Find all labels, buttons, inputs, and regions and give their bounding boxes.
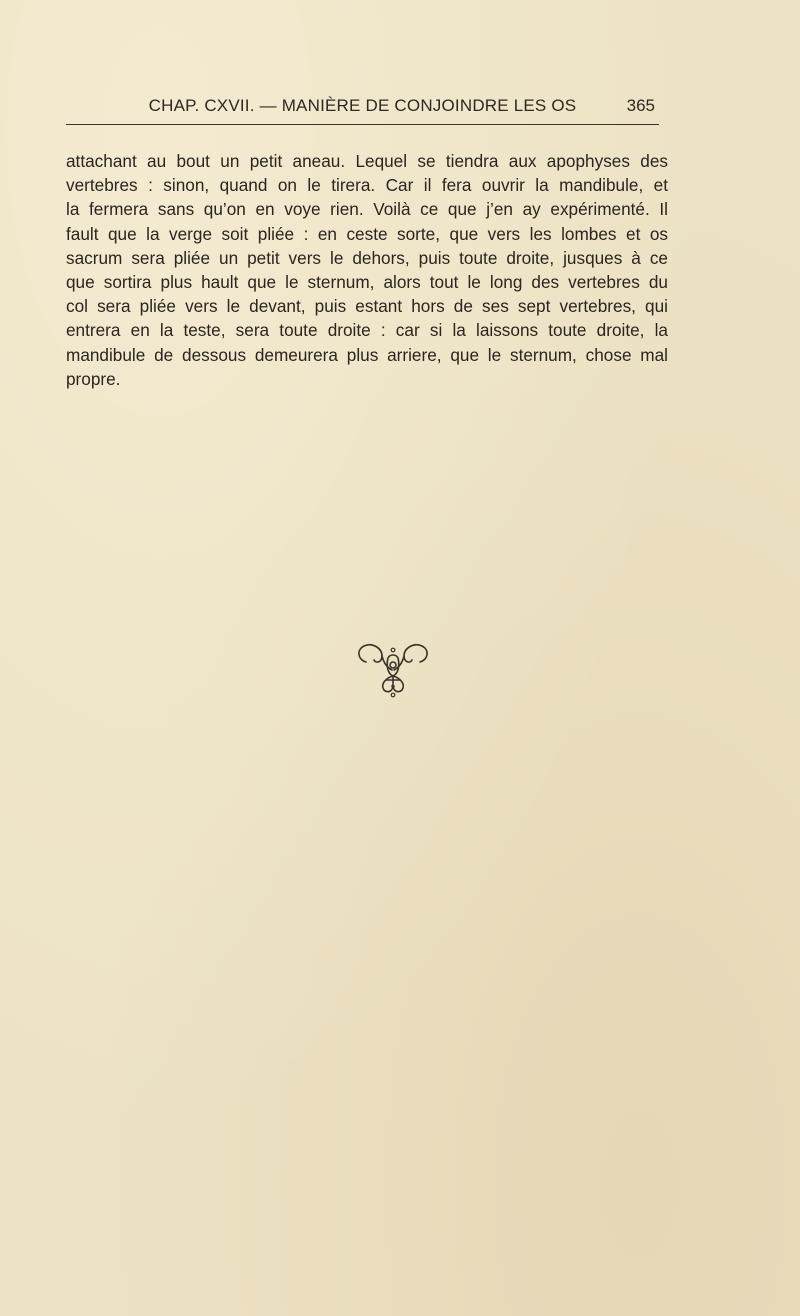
body-paragraph <box>66 149 668 391</box>
text-line: col sera pliée vers le devant, puis estant hors de ses sept vertebres, qui <box>66 296 668 317</box>
text-line: fault que la verge soit pliée : en ceste sorte, que vers les lombes et os <box>66 223 668 244</box>
chapter-heading: CHAP. CXVII. — MANIÈRE DE CONJOINDRE LES OS <box>148 96 577 115</box>
text-line: entrera en la teste, sera toute droite : car si la laissons toute droite, la <box>66 320 668 341</box>
text-line: la fermera sans qu’on en voye rien. Voilà ce que j’en ay expérimenté. Il <box>66 199 668 220</box>
text-line: vertebres : sinon, quand on le tirera. Car il fera ouvrir la mandibule, et <box>66 175 668 196</box>
page-number: 365 <box>626 96 655 115</box>
text-line: sacrum sera pliée un petit vers le dehors, puis toute droite, jusques à ce <box>66 247 668 268</box>
text-line: mandibule de dessous demeurera plus arriere, que le sternum, chose mal <box>66 344 668 365</box>
running-header <box>66 96 659 125</box>
fleuron-ornament-icon <box>352 640 434 698</box>
text-line: que sortira plus hault que le sternum, alors tout le long des vertebres du <box>66 272 668 293</box>
text-line: attachant au bout un petit aneau. Lequel se tiendra aux apophyses des <box>66 151 668 171</box>
text-line: propre. <box>66 368 121 389</box>
